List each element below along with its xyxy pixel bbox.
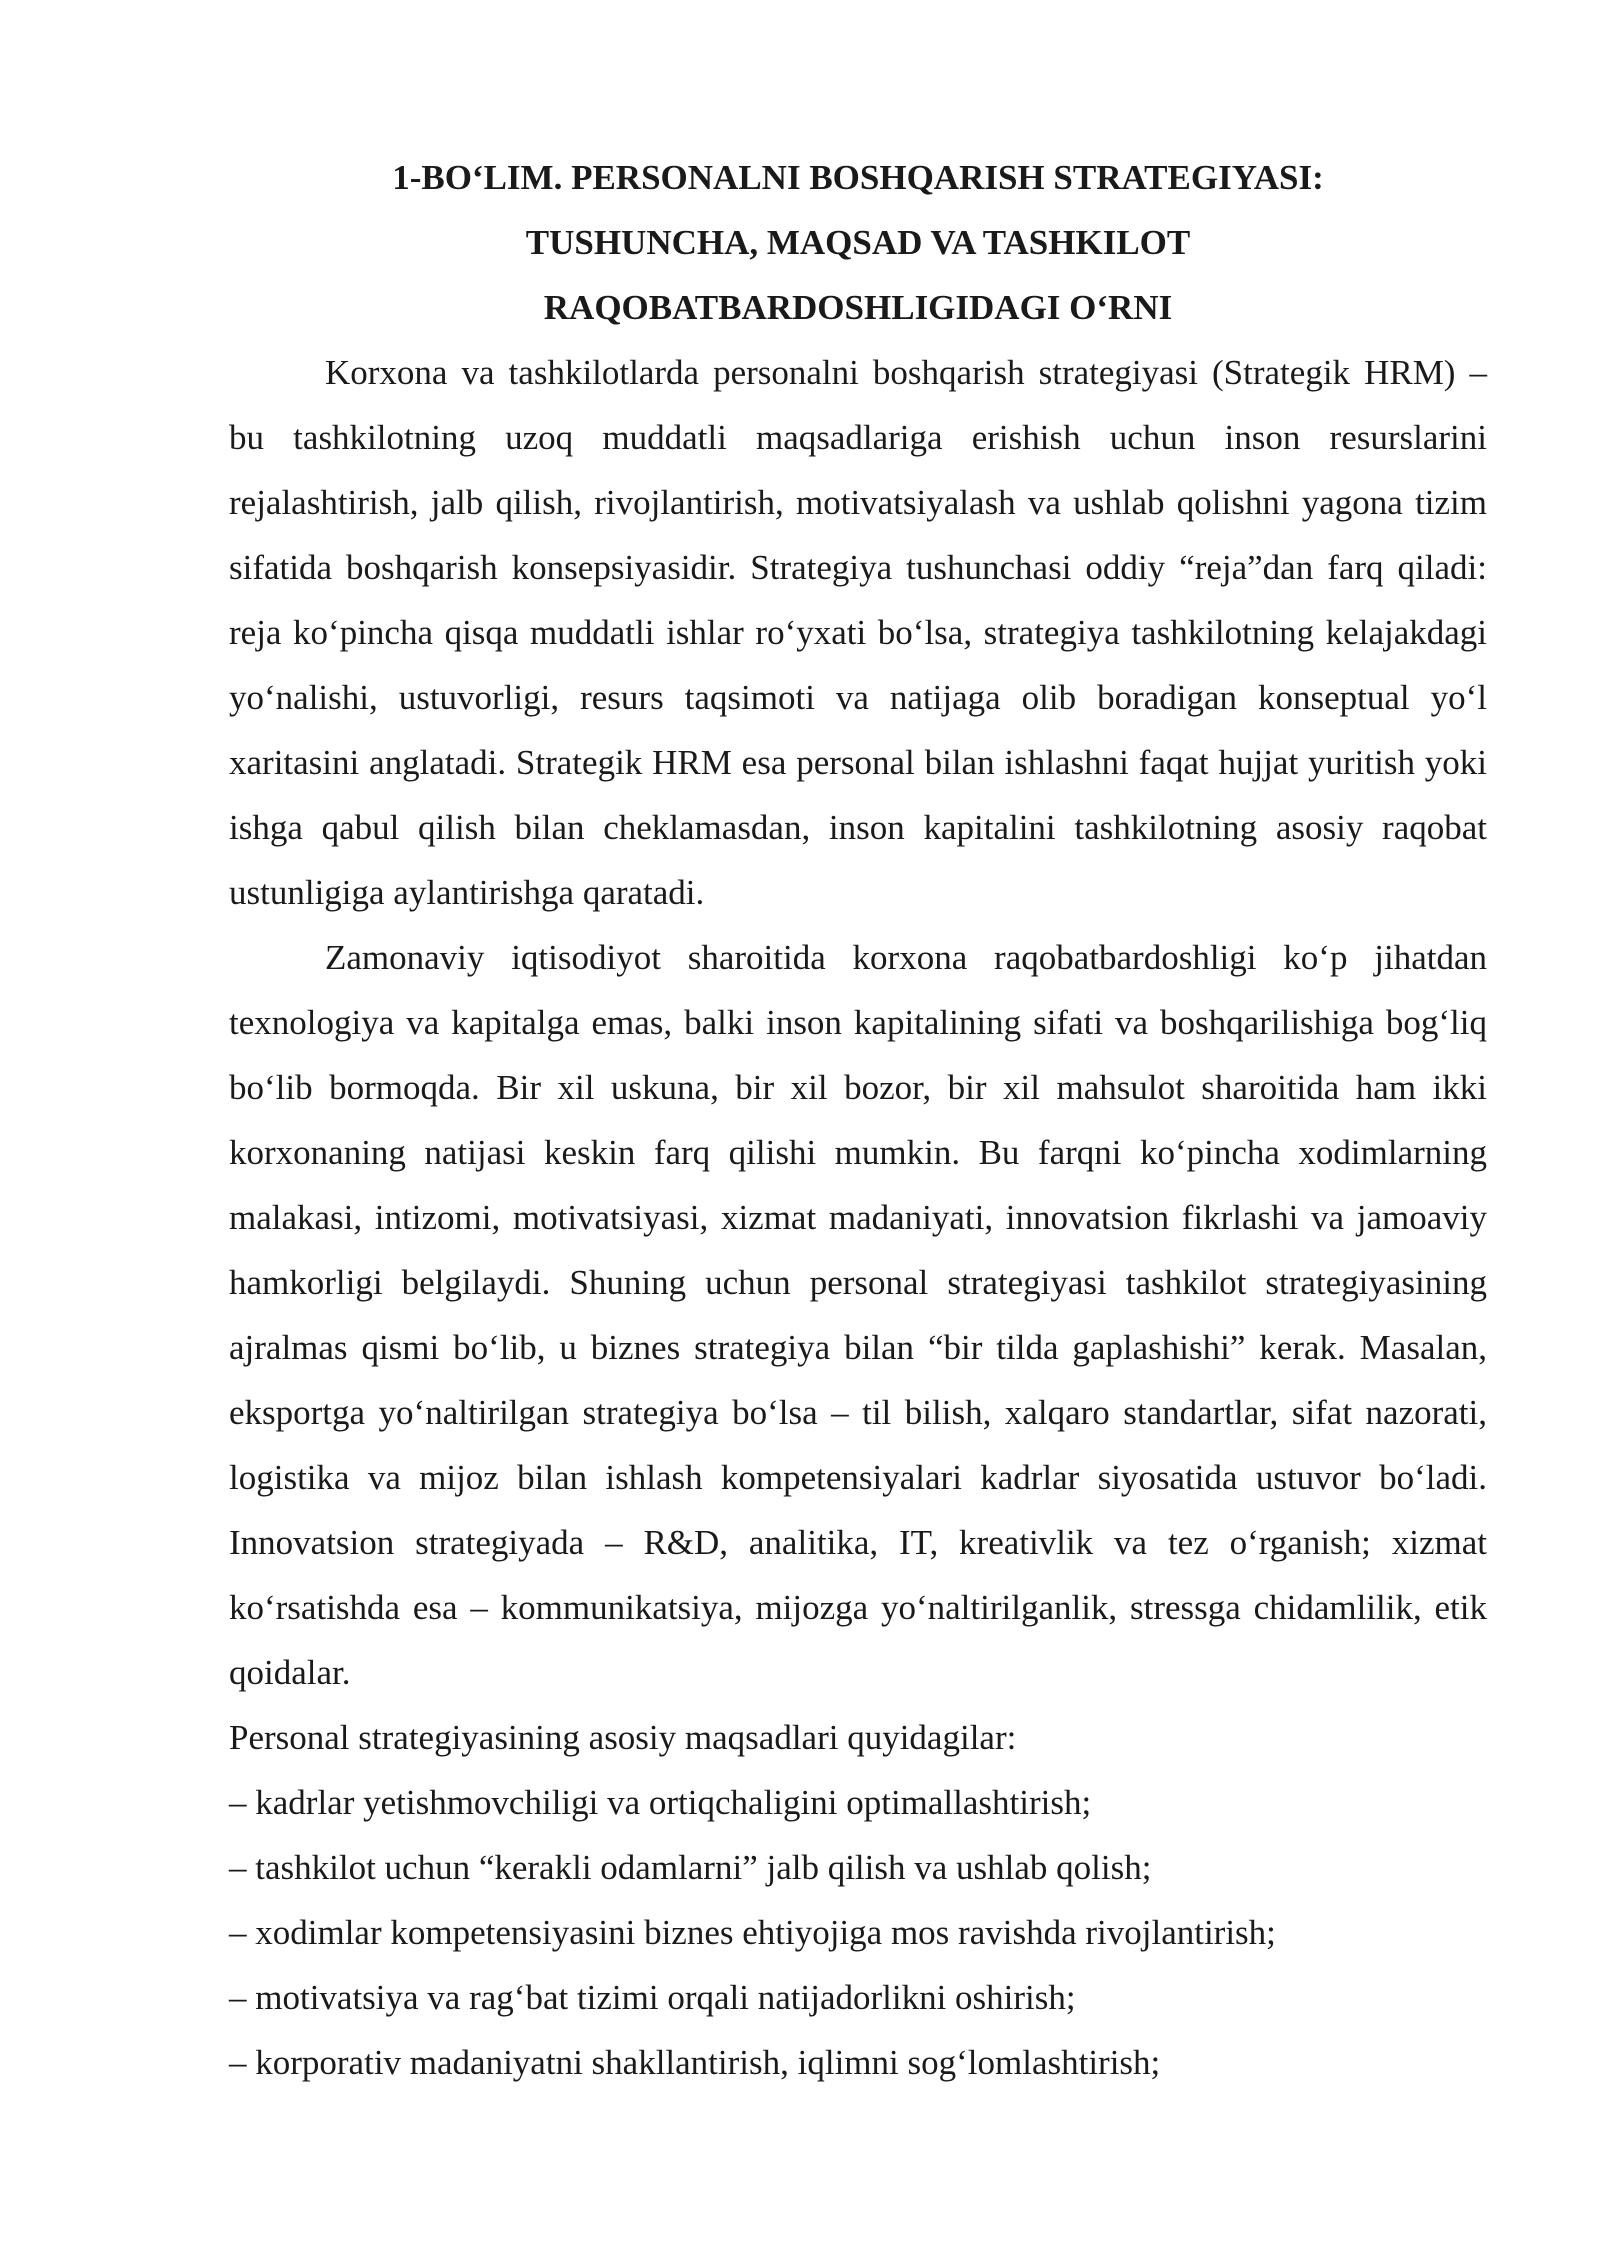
list-item: – korporativ madaniyatni shakllantirish, iqlimni sog‘lomlashtirish; <box>229 2043 1161 2082</box>
paragraph-competitiveness: Zamonaviy iqtisodiyot sharoitida korxona raqobatbardoshligi ko‘p jihatdan texnologiya va kapitalga emas, balki inson kapitalining sifati va boshqarilishiga bog‘liq bo‘lib bormoqda. Bir xil uskuna, bir xil bozor, bir xil mahsulot sharoitida ham ikki korxonaning natijasi keskin farq qilishi mumkin. Bu farqni ko‘pincha xodimlarning malakasi, intizomi, motivatsiyasi, xizmat madaniyati, innovatsion fikrlashi va jamoaviy hamkorligi belgilaydi. Shuning uchun personal strategiyasi tashkilot strategiyasining ajralmas qismi bo‘lib, u biznes strategiya bilan “bir tilda gaplashishi” kerak. Masalan, eksportga yo‘naltirilgan strategiya bo‘lsa – til bilish, xalqaro standartlar, sifat nazorati, logistika va mijoz bilan ishlash kompetensiyalari kadrlar siyosatida ustuvor bo‘ladi. Innovatsion strategiyada – R&D, analitika, IT, kreativlik va tez o‘rganish; xizmat ko‘rsatishda esa – kommunikatsiya, mijozga yo‘naltirilganlik, stressga chidamlilik, etik qoidalar. <box>229 938 1487 1692</box>
section-title-line-3: RAQOBATBARDOSHLIGIDAGI O‘RNI <box>543 288 1173 327</box>
section-title-line-2: TUSHUNCHA, MAQSAD VA TASHKILOT <box>525 223 1191 262</box>
section-title <box>229 145 1487 340</box>
list-item: – tashkilot uchun “kerakli odamlarni” jalb qilish va ushlab qolish; <box>229 1848 1152 1887</box>
paragraph-definition: Korxona va tashkilotlarda personalni boshqarish strategiyasi (Strategik HRM) – bu tashkilotning uzoq muddatli maqsadlariga erishish uchun inson resurslarini rejalashtirish, jalb qilish, rivojlantirish, motivatsiyalash va ushlab qolishni yagona tizim sifatida boshqarish konsepsiyasidir. Strategiya tushunchasi oddiy “reja”dan farq qiladi: reja ko‘pincha qisqa muddatli ishlar ro‘yxati bo‘lsa, strategiya tashkilotning kelajakdagi yo‘nalishi, ustuvorligi, resurs taqsimoti va natijaga olib boradigan konseptual yo‘l xaritasini anglatadi. Strategik HRM esa personal bilan ishlashni faqat hujjat yuritish yoki ishga qabul qilish bilan cheklamasdan, inson kapitalini tashkilotning asosiy raqobat ustunligiga aylantirishga qaratadi. <box>229 353 1487 912</box>
goals-intro: Personal strategiyasining asosiy maqsadlari quyidagilar: <box>229 1718 1017 1757</box>
list-item: – motivatsiya va rag‘bat tizimi orqali natijadorlikni oshirish; <box>229 1978 1076 2017</box>
list-item: – xodimlar kompetensiyasini biznes ehtiyojiga mos ravishda rivojlantirish; <box>229 1913 1276 1952</box>
list-item: – kadrlar yetishmovchiligi va ortiqchaligini optimallashtirish; <box>229 1783 1092 1822</box>
goals-list <box>229 1770 1487 2095</box>
section-title-line-1: 1-BO‘LIM. PERSONALNI BOSHQARISH STRATEGIYASI: <box>392 158 1324 197</box>
document-page <box>229 145 1487 2095</box>
